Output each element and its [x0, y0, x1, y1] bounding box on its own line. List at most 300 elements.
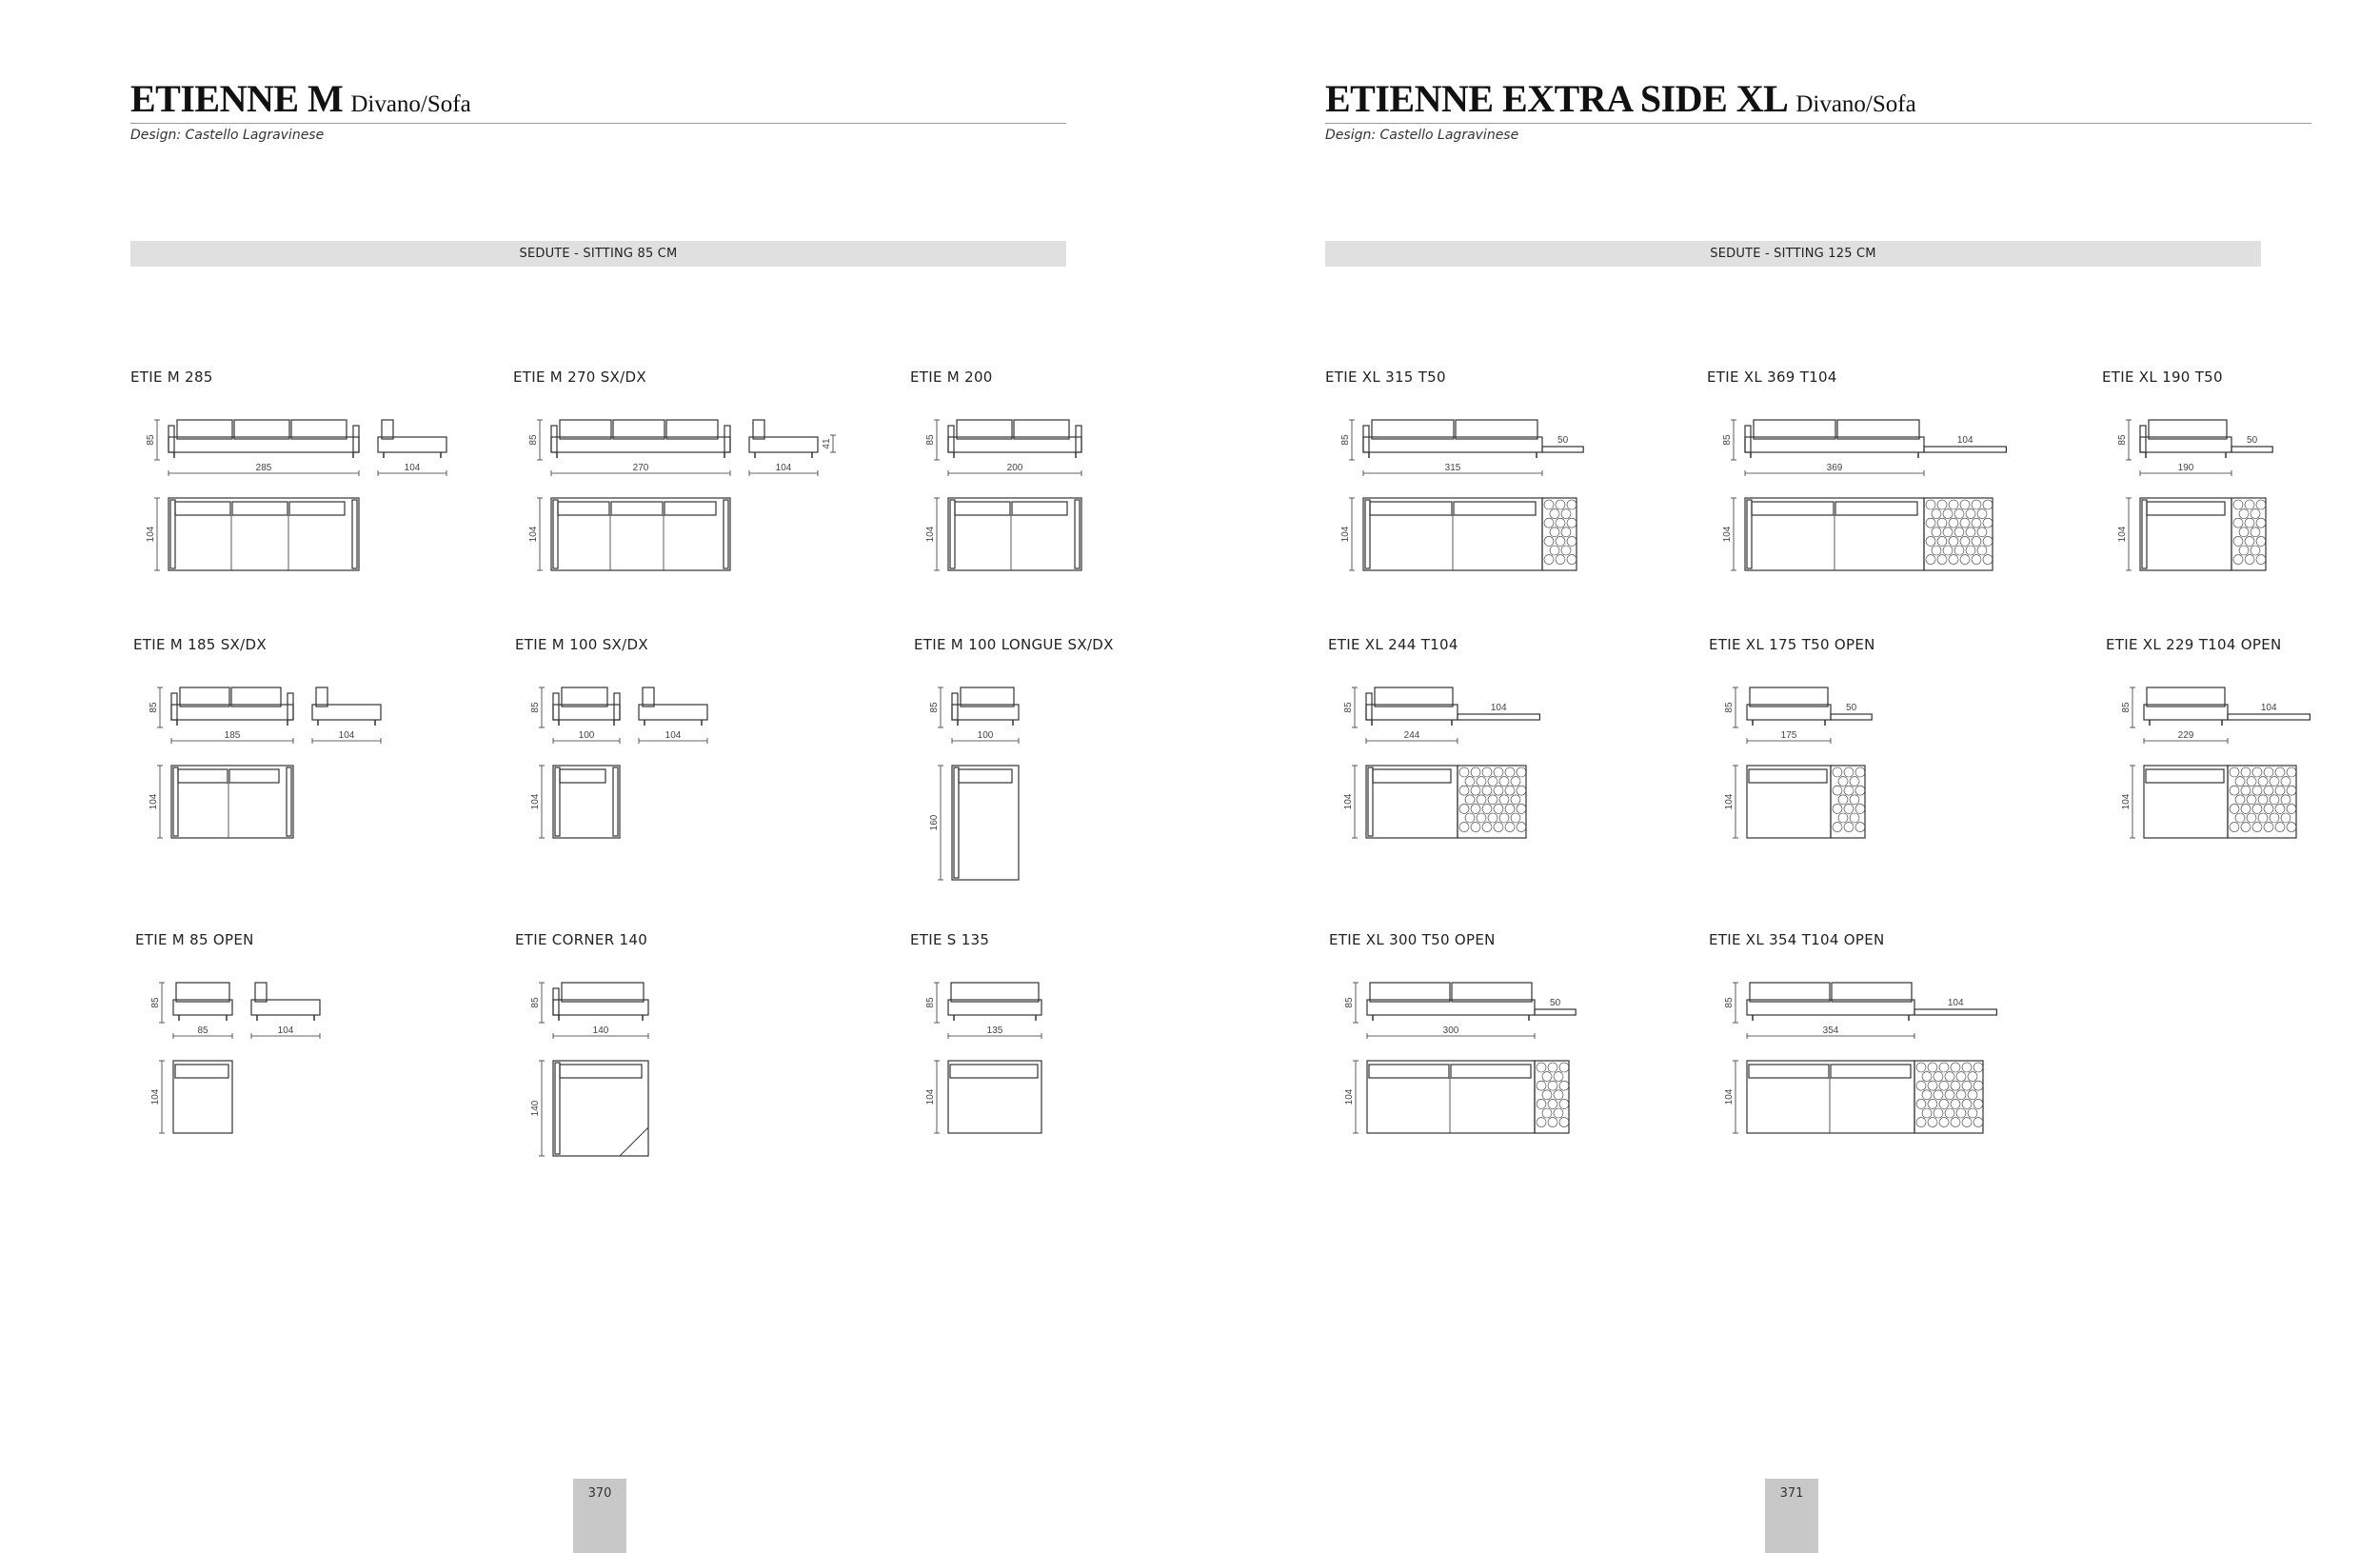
marble-pattern: [1943, 528, 1953, 537]
marble-pattern: [1556, 555, 1565, 565]
marble-pattern: [1548, 1099, 1557, 1108]
plan-armrest: [170, 500, 175, 568]
marble-pattern: [2264, 767, 2273, 777]
designer-credit: Design: Castello Lagravinese: [1325, 128, 1519, 143]
marble-pattern: [1465, 777, 1475, 786]
product-card: [1709, 636, 2099, 912]
width-dimension-label: 185: [224, 730, 241, 741]
product-card: [2102, 368, 2380, 645]
height-dimension-label: 85: [146, 434, 156, 446]
width-dimension-label: 270: [632, 463, 649, 473]
plan-armrest: [1368, 767, 1373, 836]
sofa-armrest: [1363, 426, 1369, 452]
marble-pattern: [2264, 823, 2273, 832]
back-cushion: [957, 420, 1012, 439]
height-dimension-label: 85: [2117, 434, 2128, 446]
table-dimension-label: 50: [2247, 435, 2258, 446]
back-cushion: [613, 420, 664, 439]
sofa-plan: [173, 1061, 232, 1133]
marble-pattern: [1542, 1090, 1552, 1100]
marble-pattern: [1488, 777, 1497, 786]
marble-pattern: [1956, 1090, 1966, 1100]
marble-pattern: [1494, 786, 1503, 795]
plan-back-cushion: [175, 1065, 228, 1078]
marble-pattern: [1939, 1118, 1949, 1127]
marble-pattern: [1559, 1099, 1569, 1108]
side-view-back: [753, 420, 764, 439]
plan-armrest: [1747, 500, 1752, 568]
marble-pattern: [1850, 795, 1859, 805]
marble-pattern: [1977, 528, 1987, 537]
back-cushion: [234, 420, 289, 439]
width-dimension-label: 200: [1006, 463, 1023, 473]
product-name: ETIE M 270 SX/DX: [513, 368, 646, 386]
sofa-armrest: [553, 988, 559, 1015]
marble-pattern: [1544, 555, 1554, 565]
product-name: ETIE S 135: [910, 931, 990, 948]
marble-pattern: [1949, 518, 1958, 528]
plan-back-cushion: [1370, 502, 1452, 515]
marble-pattern: [1943, 509, 1953, 519]
marble-pattern: [1544, 500, 1554, 509]
marble-pattern: [1960, 518, 1970, 528]
marble-pattern: [1833, 767, 1842, 777]
marble-pattern: [1471, 823, 1480, 832]
marble-pattern: [2245, 518, 2254, 528]
side-table: [2228, 714, 2310, 720]
marble-pattern: [1972, 555, 1981, 565]
marble-pattern: [1939, 1081, 1949, 1090]
plan-back-cushion: [611, 502, 663, 515]
product-name: ETIE M 185 SX/DX: [133, 636, 267, 653]
height-dimension-label: 41: [822, 438, 832, 449]
marble-pattern: [1855, 804, 1865, 813]
height-dimension-label: 104: [1344, 1088, 1355, 1105]
sofa-plan: [1366, 766, 1458, 838]
marble-pattern: [1544, 518, 1554, 528]
marble-pattern: [1550, 509, 1559, 519]
marble-pattern: [1972, 500, 1981, 509]
back-cushion: [1456, 420, 1537, 439]
plan-armrest: [724, 500, 728, 568]
page-title: ETIENNE EXTRA SIDE XL Divano/Sofa: [1325, 77, 1916, 120]
width-dimension-label: 104: [338, 730, 355, 741]
marble-pattern: [2270, 777, 2279, 786]
plan-back-cushion: [560, 1065, 642, 1078]
product-name: ETIE XL 369 T104: [1707, 368, 1837, 386]
product-card: [513, 368, 903, 645]
product-card: [1328, 636, 1718, 912]
height-dimension-label: 104: [1722, 526, 1733, 543]
marble-pattern: [1505, 804, 1515, 813]
back-cushion: [180, 687, 229, 707]
plan-back-cushion: [2146, 769, 2224, 783]
marble-pattern: [1932, 509, 1941, 519]
product-name: ETIE CORNER 140: [515, 931, 648, 948]
back-cushion: [1750, 983, 1830, 1002]
marble-pattern: [2251, 528, 2260, 537]
product-card: [1707, 368, 2097, 645]
product-card: [515, 931, 905, 1207]
width-dimension-label: 100: [977, 730, 994, 741]
product-card: [515, 636, 905, 912]
product-card: [1709, 931, 2099, 1207]
sofa-armrest: [1076, 426, 1081, 452]
back-cushion: [961, 687, 1014, 707]
marble-pattern: [1973, 1118, 1983, 1127]
side-view-back: [255, 983, 267, 1002]
height-dimension-label: 85: [1343, 702, 1354, 713]
marble-pattern: [2230, 786, 2239, 795]
marble-pattern: [1537, 1063, 1546, 1072]
marble-pattern: [2235, 813, 2245, 823]
marble-pattern: [1482, 804, 1492, 813]
marble-pattern: [2287, 823, 2296, 832]
height-dimension-label: 104: [150, 1088, 161, 1105]
marble-pattern: [1511, 795, 1520, 805]
marble-pattern: [1850, 777, 1859, 786]
marble-pattern: [1962, 1081, 1972, 1090]
side-view-back: [316, 687, 327, 707]
marble-pattern: [1966, 509, 1975, 519]
back-cushion: [291, 420, 347, 439]
sofa-armrest: [1366, 693, 1372, 720]
marble-pattern: [1949, 536, 1958, 546]
marble-pattern: [1471, 804, 1480, 813]
marble-pattern: [1511, 777, 1520, 786]
sofa-armrest: [948, 426, 954, 452]
marble-pattern: [1505, 823, 1515, 832]
height-dimension-label: 104: [1724, 793, 1735, 810]
marble-pattern: [1928, 1099, 1937, 1108]
product-drawing: [1707, 393, 2097, 622]
height-dimension-label: 85: [150, 997, 161, 1008]
width-dimension-label: 104: [775, 463, 792, 473]
marble-pattern: [1926, 518, 1935, 528]
marble-pattern: [1459, 804, 1469, 813]
marble-pattern: [1499, 813, 1509, 823]
marble-pattern: [1471, 786, 1480, 795]
width-dimension-label: 175: [1780, 730, 1797, 741]
marble-pattern: [1855, 767, 1865, 777]
back-cushion: [1014, 420, 1069, 439]
plan-back-cushion: [175, 502, 230, 515]
marble-pattern: [1945, 1090, 1954, 1100]
right-page: [1190, 0, 2380, 1553]
height-dimension-label: 85: [528, 434, 539, 446]
marble-pattern: [2275, 804, 2285, 813]
marble-pattern: [2258, 795, 2268, 805]
marble-pattern: [2281, 777, 2291, 786]
product-name: ETIE M 85 OPEN: [135, 931, 254, 948]
product-name: ETIE M 200: [910, 368, 993, 386]
marble-pattern: [1844, 823, 1854, 832]
side-table: [1458, 714, 1539, 720]
sofa-armrest: [2140, 426, 2146, 452]
marble-pattern: [1932, 528, 1941, 537]
height-dimension-label: 85: [1724, 997, 1735, 1008]
marble-pattern: [1548, 1118, 1557, 1127]
marble-pattern: [1934, 1072, 1943, 1082]
marble-pattern: [2270, 795, 2279, 805]
marble-pattern: [2256, 500, 2266, 509]
sofa-armrest: [551, 426, 557, 452]
marble-pattern: [2241, 767, 2251, 777]
sofa-armrest: [614, 693, 620, 720]
marble-pattern: [1554, 1090, 1563, 1100]
marble-pattern: [1494, 804, 1503, 813]
table-dimension-label: 104: [1947, 998, 1964, 1008]
height-dimension-label: 104: [1724, 1088, 1735, 1105]
marble-pattern: [1544, 536, 1554, 546]
marble-pattern: [1488, 813, 1497, 823]
marble-pattern: [1937, 536, 1947, 546]
marble-pattern: [1567, 518, 1577, 528]
height-dimension-label: 85: [1340, 434, 1351, 446]
marble-table-top: [1542, 498, 1577, 570]
marble-pattern: [2239, 528, 2249, 537]
plan-back-cushion: [1369, 1065, 1449, 1078]
side-view-back: [643, 687, 654, 707]
marble-pattern: [2247, 795, 2256, 805]
marble-pattern: [1928, 1118, 1937, 1127]
marble-pattern: [1477, 777, 1486, 786]
marble-pattern: [1916, 1063, 1926, 1072]
product-name: ETIE XL 175 T50 OPEN: [1709, 636, 1875, 653]
marble-pattern: [2258, 777, 2268, 786]
product-drawing: [513, 393, 903, 622]
table-dimension-label: 104: [2260, 703, 2277, 713]
product-card: [135, 931, 526, 1207]
marble-pattern: [1960, 536, 1970, 546]
width-dimension-label: 135: [986, 1025, 1003, 1036]
height-dimension-label: 104: [2121, 793, 2132, 810]
height-dimension-label: 104: [1340, 526, 1351, 543]
marble-pattern: [1983, 518, 1993, 528]
page-number-tab: 370: [573, 1479, 626, 1553]
marble-pattern: [1966, 528, 1975, 537]
height-dimension-label: 85: [925, 434, 936, 446]
marble-pattern: [2275, 767, 2285, 777]
marble-pattern: [2233, 518, 2243, 528]
sofa-plan: [2144, 766, 2228, 838]
marble-pattern: [1482, 823, 1492, 832]
marble-pattern: [1844, 767, 1854, 777]
height-dimension-label: 104: [149, 793, 159, 810]
back-cushion: [1370, 983, 1450, 1002]
marble-pattern: [1960, 500, 1970, 509]
marble-pattern: [1567, 536, 1577, 546]
back-cushion: [2147, 687, 2225, 707]
marble-pattern: [1916, 1118, 1926, 1127]
marble-pattern: [2287, 786, 2296, 795]
back-cushion: [231, 687, 281, 707]
marble-pattern: [2258, 813, 2268, 823]
marble-pattern: [1943, 546, 1953, 555]
marble-pattern: [1465, 813, 1475, 823]
side-table: [1831, 714, 1872, 720]
marble-pattern: [1548, 1063, 1557, 1072]
marble-pattern: [1505, 767, 1515, 777]
title-rule: [1325, 123, 2311, 124]
marble-pattern: [2251, 546, 2260, 555]
marble-pattern: [1844, 786, 1854, 795]
height-dimension-label: 85: [1724, 702, 1735, 713]
marble-pattern: [1459, 823, 1469, 832]
sofa-plan: [2140, 498, 2231, 570]
marble-table-top: [1831, 766, 1865, 838]
width-dimension-label: 300: [1442, 1025, 1459, 1036]
table-dimension-label: 104: [1956, 435, 1973, 446]
side-table: [1924, 447, 2006, 452]
sofa-armrest: [1745, 426, 1751, 452]
product-drawing: [133, 661, 524, 889]
width-dimension-label: 104: [277, 1025, 294, 1036]
plan-back-cushion: [950, 1065, 1038, 1078]
plan-armrest: [555, 1063, 560, 1154]
back-cushion: [1837, 420, 1919, 439]
marble-pattern: [1559, 1063, 1569, 1072]
product-card: [1325, 368, 1716, 645]
sofa-plan: [948, 1061, 1041, 1133]
height-dimension-label: 104: [528, 526, 539, 543]
marble-pattern: [1934, 1108, 1943, 1118]
back-cushion: [1832, 983, 1912, 1002]
marble-pattern: [2245, 536, 2254, 546]
product-drawing: [515, 956, 905, 1185]
marble-pattern: [1983, 536, 1993, 546]
plan-armrest: [950, 500, 955, 568]
sofa-armrest: [169, 426, 174, 452]
width-dimension-label: 354: [1822, 1025, 1839, 1036]
marble-pattern: [1465, 795, 1475, 805]
plan-back-cushion: [178, 769, 228, 783]
marble-pattern: [1838, 795, 1848, 805]
marble-pattern: [1554, 1108, 1563, 1118]
plan-back-cushion: [1373, 769, 1451, 783]
marble-pattern: [2281, 813, 2291, 823]
back-cushion: [1375, 687, 1453, 707]
marble-pattern: [2245, 500, 2254, 509]
marble-pattern: [1937, 500, 1947, 509]
marble-pattern: [1972, 536, 1981, 546]
marble-pattern: [1838, 777, 1848, 786]
plan-back-cushion: [955, 502, 1010, 515]
marble-pattern: [1922, 1072, 1932, 1082]
marble-pattern: [1561, 528, 1571, 537]
marble-pattern: [1954, 528, 1964, 537]
marble-pattern: [1477, 795, 1486, 805]
marble-pattern: [1488, 795, 1497, 805]
section-bar: SEDUTE - SITTING 125 CM: [1325, 241, 2261, 267]
marble-pattern: [1945, 1108, 1954, 1118]
marble-pattern: [1567, 500, 1577, 509]
marble-pattern: [1951, 1118, 1960, 1127]
marble-pattern: [1922, 1090, 1932, 1100]
product-card: [1329, 931, 1719, 1207]
marble-pattern: [2239, 546, 2249, 555]
marble-pattern: [2252, 767, 2262, 777]
marble-pattern: [1983, 555, 1993, 565]
marble-pattern: [2241, 804, 2251, 813]
marble-pattern: [1916, 1099, 1926, 1108]
marble-pattern: [1928, 1063, 1937, 1072]
product-name: ETIE M 285: [130, 368, 213, 386]
marble-pattern: [1934, 1090, 1943, 1100]
width-dimension-label: 285: [255, 463, 272, 473]
product-drawing: [1329, 956, 1719, 1185]
sofa-armrest: [952, 693, 958, 720]
back-cushion: [2149, 420, 2227, 439]
marble-pattern: [1517, 823, 1526, 832]
back-cushion: [1452, 983, 1532, 1002]
product-name: ETIE M 100 SX/DX: [515, 636, 648, 653]
plan-armrest: [555, 767, 560, 836]
marble-pattern: [1517, 786, 1526, 795]
width-dimension-label: 85: [197, 1025, 208, 1036]
back-cushion: [562, 687, 607, 707]
marble-pattern: [1556, 536, 1565, 546]
width-dimension-label: 104: [404, 463, 421, 473]
product-name: ETIE XL 315 T50: [1325, 368, 1446, 386]
marble-pattern: [1973, 1081, 1983, 1090]
marble-pattern: [1855, 786, 1865, 795]
marble-pattern: [1973, 1099, 1983, 1108]
sofa-armrest: [553, 693, 559, 720]
plan-armrest: [1075, 500, 1080, 568]
height-dimension-label: 85: [149, 702, 159, 713]
width-dimension-label: 229: [2177, 730, 2194, 741]
marble-pattern: [1968, 1090, 1977, 1100]
back-cushion: [1372, 420, 1454, 439]
height-dimension-label: 85: [2121, 702, 2132, 713]
marble-pattern: [1928, 1081, 1937, 1090]
table-dimension-label: 50: [1550, 998, 1561, 1008]
plan-back-cushion: [560, 769, 605, 783]
marble-pattern: [2252, 823, 2262, 832]
marble-pattern: [1517, 804, 1526, 813]
marble-pattern: [1855, 823, 1865, 832]
marble-pattern: [1926, 500, 1935, 509]
table-dimension-label: 50: [1846, 703, 1857, 713]
page-number-tab: 371: [1765, 1479, 1818, 1553]
marble-pattern: [2256, 555, 2266, 565]
height-dimension-label: 85: [929, 702, 940, 713]
corner-diagonal: [620, 1127, 648, 1156]
plan-armrest: [2142, 500, 2147, 568]
marble-pattern: [1939, 1063, 1949, 1072]
marble-pattern: [1962, 1063, 1972, 1072]
marble-pattern: [2287, 767, 2296, 777]
plan-back-cushion: [1012, 502, 1067, 515]
height-dimension-label: 140: [530, 1100, 541, 1117]
back-cushion: [560, 420, 611, 439]
marble-pattern: [1459, 767, 1469, 777]
marble-pattern: [2230, 767, 2239, 777]
marble-table-top: [1535, 1061, 1569, 1133]
marble-pattern: [2264, 786, 2273, 795]
plan-armrest: [613, 767, 618, 836]
marble-pattern: [2264, 804, 2273, 813]
marble-pattern: [1951, 1099, 1960, 1108]
height-dimension-label: 85: [530, 702, 541, 713]
marble-pattern: [1833, 786, 1842, 795]
marble-pattern: [1494, 767, 1503, 777]
sofa-plan: [171, 766, 293, 838]
product-drawing: [2102, 393, 2380, 622]
sofa-plan: [553, 766, 620, 838]
marble-pattern: [1951, 1081, 1960, 1090]
